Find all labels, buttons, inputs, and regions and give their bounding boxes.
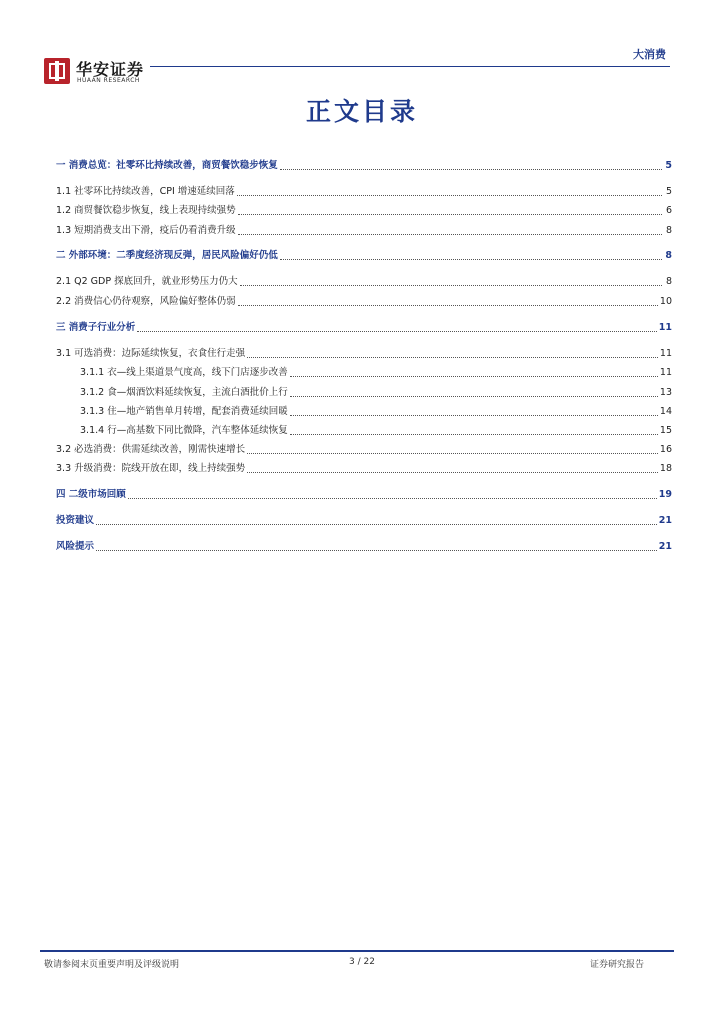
toc-entry-page: 6 [665,205,672,216]
footer-divider [40,950,674,952]
toc-entry-page: 8 [665,250,672,261]
toc-leader-dots [290,414,658,416]
toc-entry-page: 13 [659,387,672,398]
toc-entry-page: 5 [665,186,672,197]
toc-entry-page: 15 [659,425,672,436]
toc-entry-label: 四 二级市场回顾 [56,489,126,500]
toc-entry-label: 三 消费子行业分析 [56,322,136,333]
toc-entry-page: 10 [659,296,672,307]
toc-entry-label: 3.2 必选消费：供需延续改善，刚需快速增长 [56,444,246,455]
toc-leader-dots [96,523,657,525]
toc-entry[interactable] [56,292,672,308]
toc-leader-dots [280,168,662,170]
toc-entry[interactable] [80,383,672,399]
toc-entry-label: 1.3 短期消费支出下滑，疫后仍看消费升级 [56,225,236,236]
toc-entry-page: 11 [658,322,672,333]
toc-entry[interactable] [56,485,672,501]
toc-leader-dots [290,395,658,397]
toc-entry-page: 8 [665,225,672,236]
toc-leader-dots [290,375,658,377]
toc-entry-page: 16 [659,444,672,455]
toc-entry-label: 投资建议 [56,515,95,526]
toc-entry[interactable] [56,221,672,237]
toc-entry-page: 21 [658,541,672,552]
toc-leader-dots [247,471,658,473]
toc-leader-dots [247,452,658,454]
toc-entry-label: 3.3 升级消费：院线开放在即，线上持续强势 [56,463,246,474]
toc-entry-page: 21 [658,515,672,526]
toc-entry-page: 8 [665,276,672,287]
toc-leader-dots [237,194,662,196]
toc-entry-page: 14 [659,406,672,417]
toc-leader-dots [238,233,662,235]
toc-entry[interactable] [80,421,672,437]
toc-entry-label: 2.1 Q2 GDP 探底回升，就业形势压力仍大 [56,276,238,287]
toc-leader-dots [238,213,662,215]
toc-entry-label: 3.1 可选消费：边际延续恢复，衣食住行走强 [56,348,246,359]
toc-entry-label: 3.1.1 衣—线上渠道景气度高，线下门店逐步改善 [80,367,288,378]
toc-entry-label: 风险提示 [56,541,95,552]
toc-leader-dots [96,549,657,551]
toc-entry[interactable] [56,246,672,262]
toc-leader-dots [290,433,658,435]
toc-entry-label: 1.1 社零环比持续改善，CPI 增速延续回落 [56,186,235,197]
toc-leader-dots [128,497,657,499]
toc-entry-label: 2.2 消费信心仍待观察，风险偏好整体仍弱 [56,296,236,307]
toc-entry[interactable] [56,156,672,172]
page-title: 正文目录 [305,97,418,126]
toc-entry-page: 19 [658,489,672,500]
toc-entry[interactable] [56,318,672,334]
toc-entry[interactable] [56,201,672,217]
toc-entry-label: 一 消费总览：社零环比持续改善，商贸餐饮稳步恢复 [56,160,278,171]
toc-entry[interactable] [56,459,672,475]
header-divider [150,66,670,67]
company-logo [44,58,70,84]
toc-entry[interactable] [80,363,672,379]
toc-entry[interactable] [56,511,672,527]
toc-entry-page: 11 [659,367,672,378]
toc-entry[interactable] [56,182,672,198]
toc-entry[interactable] [56,440,672,456]
toc-entry-label: 二 外部环境：二季度经济现反弹，居民风险偏好仍低 [56,250,278,261]
toc-entry[interactable] [80,402,672,418]
toc-leader-dots [238,304,658,306]
brand-name: 华安证券 [76,60,145,79]
toc-entry-label: 3.1.4 行—高基数下同比微降，汽车整体延续恢复 [80,425,288,436]
footer-disclaimer: 敬请参阅末页重要声明及评级说明 [44,960,180,970]
toc-entry-page: 18 [659,463,672,474]
brand-english-name: HUAAN RESEARCH [77,77,140,84]
toc-leader-dots [137,330,656,332]
toc-entry-label: 3.1.3 住—地产销售单月转增，配套消费延续回暖 [80,406,288,417]
report-type: 证券研究报告 [589,960,644,970]
toc-entry[interactable] [56,272,672,288]
toc-entry-label: 1.2 商贸餐饮稳步恢复，线上表现持续强势 [56,205,236,216]
toc-entry-label: 3.1.2 食—烟酒饮料延续恢复，主流白酒批价上行 [80,387,288,398]
toc-leader-dots [247,356,658,358]
toc-entry[interactable] [56,537,672,553]
toc-entry-page: 11 [659,348,672,359]
toc-leader-dots [280,258,662,260]
section-tag: 大消费 [633,48,666,61]
page-indicator: 3 / 22 [349,957,375,967]
toc-entry[interactable] [56,344,672,360]
toc-entry-page: 5 [665,160,672,171]
toc-leader-dots [240,284,662,286]
